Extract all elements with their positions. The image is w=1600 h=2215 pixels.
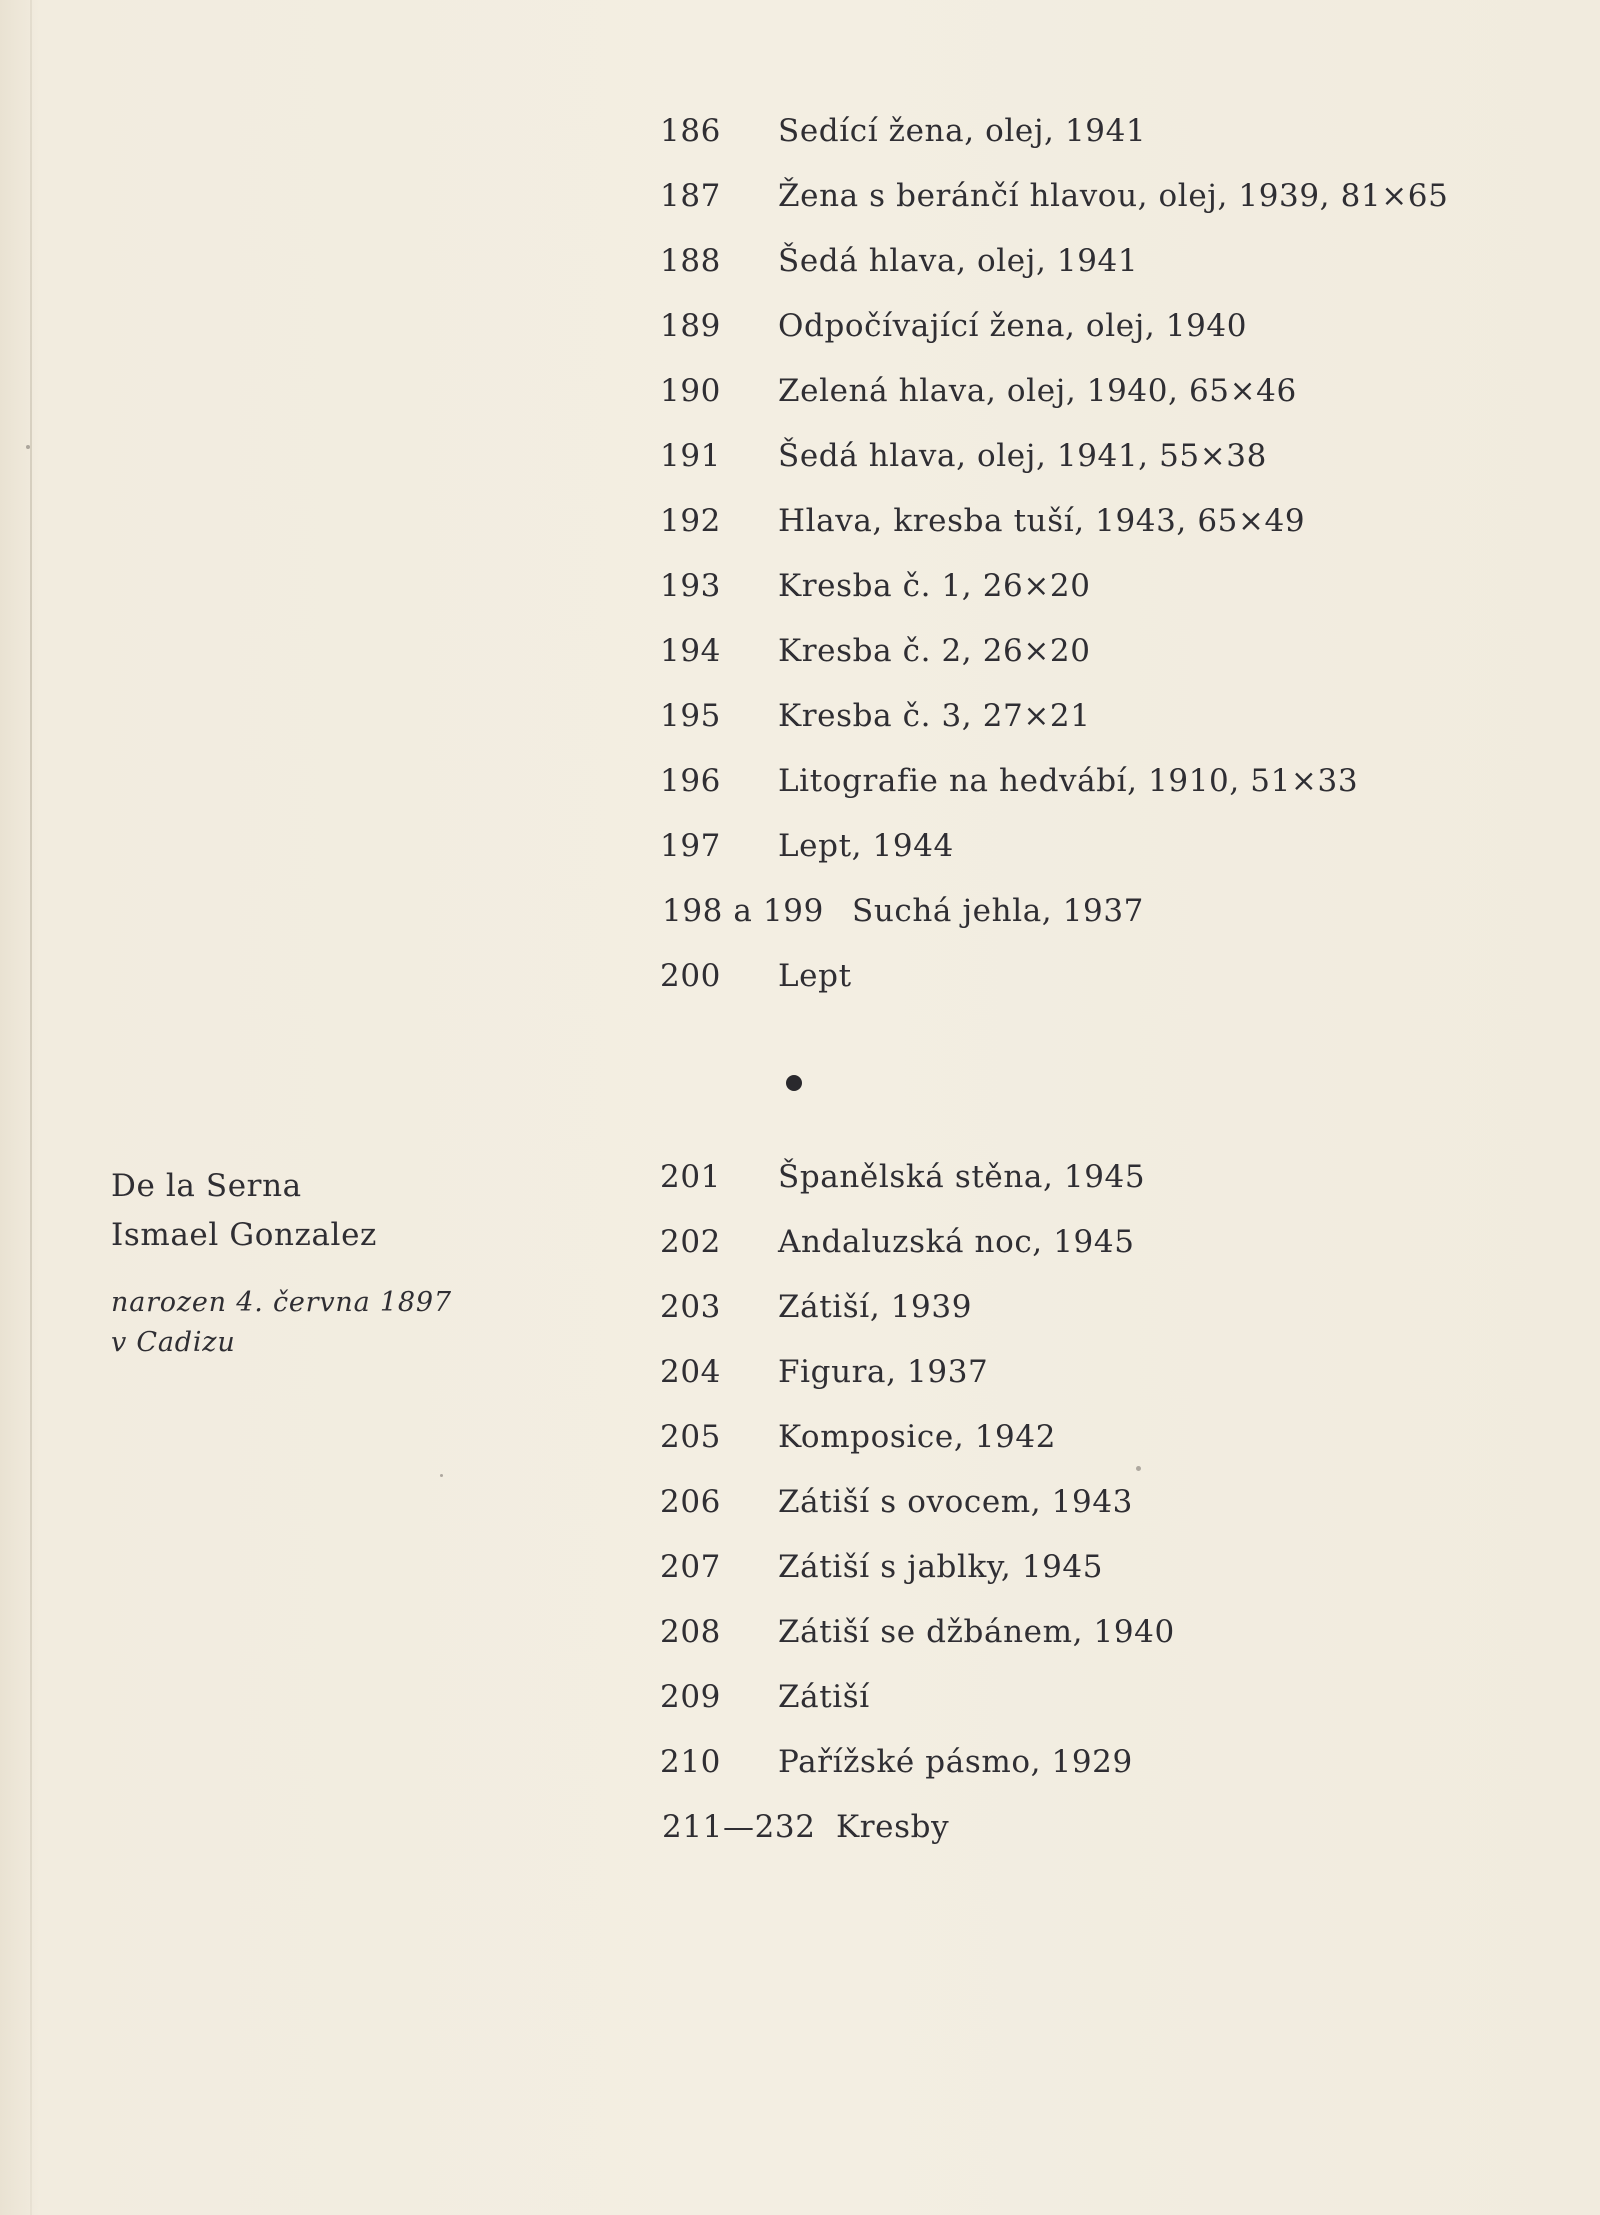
entry-number: 208 (660, 1614, 721, 1650)
catalog-entry (0, 438, 1600, 488)
entry-number: 193 (660, 568, 721, 604)
entry-number: 207 (660, 1549, 721, 1585)
entry-title: Andaluzská noc, 1945 (778, 1224, 1135, 1260)
entry-title: Zátiší se džbánem, 1940 (778, 1614, 1175, 1650)
entry-title: Žena s beránčí hlavou, olej, 1939, 81×65 (778, 178, 1449, 214)
entry-number: 206 (660, 1484, 721, 1520)
catalog-entry (0, 1419, 1600, 1469)
entry-title: Pařížské pásmo, 1929 (778, 1744, 1133, 1780)
entry-number: 192 (660, 503, 721, 539)
entry-title: Šedá hlava, olej, 1941 (778, 243, 1139, 279)
entry-title: Zátiší s ovocem, 1943 (778, 1484, 1133, 1520)
entry-title: Zátiší s jablky, 1945 (778, 1549, 1104, 1585)
entry-title: Suchá jehla, 1937 (852, 893, 1144, 929)
catalog-entry (0, 178, 1600, 228)
entry-title: Figura, 1937 (778, 1354, 989, 1390)
paper-speck (26, 445, 30, 449)
catalog-entry (0, 763, 1600, 813)
catalog-entry (0, 1484, 1600, 1534)
entry-number: 210 (660, 1744, 721, 1780)
entry-number: 188 (660, 243, 721, 279)
section-separator-bullet (786, 1075, 802, 1091)
catalog-entry (0, 698, 1600, 748)
entry-title: Šedá hlava, olej, 1941, 55×38 (778, 438, 1267, 474)
catalog-entry (0, 1679, 1600, 1729)
entry-title: Litografie na hedvábí, 1910, 51×33 (778, 763, 1359, 799)
artist-birth-date: narozen 4. června 1897 (111, 1287, 452, 1318)
catalog-entry (0, 633, 1600, 683)
catalog-entry (0, 373, 1600, 423)
catalog-entry (0, 1159, 1600, 1209)
entry-number: 186 (660, 113, 721, 149)
entry-title: Komposice, 1942 (778, 1419, 1057, 1455)
entry-number: 198 a 199 (662, 893, 824, 929)
entry-title: Kresba č. 1, 26×20 (778, 568, 1091, 604)
catalog-entry (0, 1809, 1600, 1859)
entry-title: Zelená hlava, olej, 1940, 65×46 (778, 373, 1297, 409)
entry-title: Odpočívající žena, olej, 1940 (778, 308, 1248, 344)
artist-name-line1: De la Serna (111, 1168, 302, 1204)
entry-number: 194 (660, 633, 721, 669)
paper-speck (440, 1474, 443, 1477)
entry-number: 191 (660, 438, 721, 474)
artist-name-line2: Ismael Gonzalez (111, 1217, 377, 1253)
entry-number: 187 (660, 178, 721, 214)
entry-title: Zátiší (778, 1679, 870, 1715)
entry-number: 197 (660, 828, 721, 864)
catalog-entry (0, 243, 1600, 293)
entry-number: 200 (660, 958, 721, 994)
artist-birth-place: v Cadizu (111, 1327, 236, 1358)
entry-title: Kresba č. 3, 27×21 (778, 698, 1091, 734)
catalog-entry (0, 1614, 1600, 1664)
catalog-entry (0, 1354, 1600, 1404)
catalog-entry (0, 958, 1600, 1008)
entry-number: 211—232 (662, 1809, 816, 1845)
entry-title: Hlava, kresba tuší, 1943, 65×49 (778, 503, 1306, 539)
catalog-entry (0, 828, 1600, 878)
catalog-entry (0, 1744, 1600, 1794)
paper-speck (1136, 1466, 1141, 1471)
entry-number: 190 (660, 373, 721, 409)
entry-number: 205 (660, 1419, 721, 1455)
entry-number: 195 (660, 698, 721, 734)
catalog-entry (0, 1549, 1600, 1599)
entry-number: 204 (660, 1354, 721, 1390)
entry-title: Kresby (836, 1809, 950, 1845)
entry-number: 203 (660, 1289, 721, 1325)
entry-title: Lept (778, 958, 852, 994)
entry-title: Zátiší, 1939 (778, 1289, 973, 1325)
entry-number: 201 (660, 1159, 721, 1195)
catalog-entry (0, 1224, 1600, 1274)
entry-number: 196 (660, 763, 721, 799)
catalog-entry (0, 113, 1600, 163)
entry-title: Španělská stěna, 1945 (778, 1159, 1146, 1195)
entry-title: Sedící žena, olej, 1941 (778, 113, 1147, 149)
catalog-entry (0, 1289, 1600, 1339)
catalog-entry (0, 893, 1600, 943)
catalog-entry (0, 503, 1600, 553)
entry-number: 202 (660, 1224, 721, 1260)
entry-title: Kresba č. 2, 26×20 (778, 633, 1091, 669)
catalog-entry (0, 308, 1600, 358)
entry-title: Lept, 1944 (778, 828, 954, 864)
catalog-entry (0, 568, 1600, 618)
entry-number: 209 (660, 1679, 721, 1715)
entry-number: 189 (660, 308, 721, 344)
